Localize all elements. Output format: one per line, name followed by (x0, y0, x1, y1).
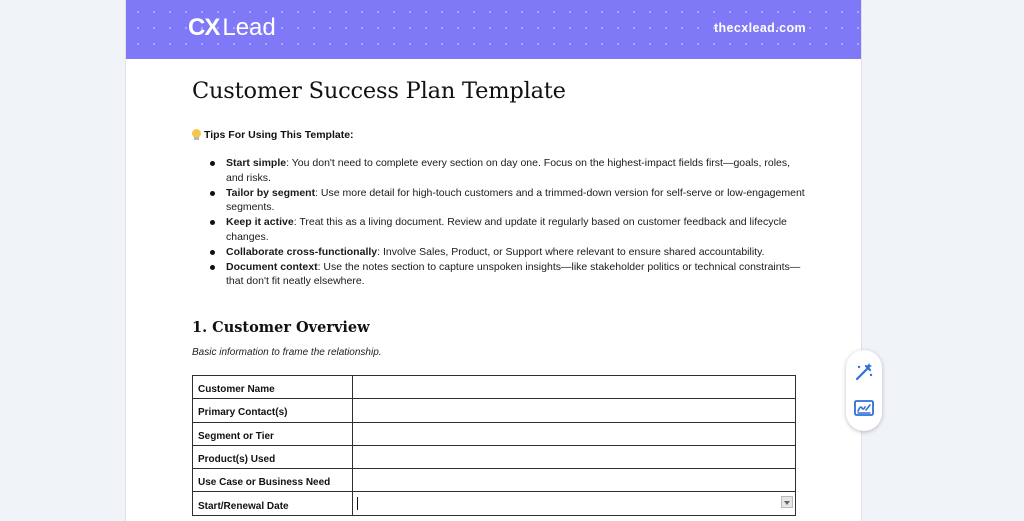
list-item (208, 260, 808, 290)
section-subtitle: Basic information to frame the relationship. (192, 347, 382, 358)
cx-lead-logo[interactable] (188, 14, 276, 42)
customer-name-field[interactable] (353, 376, 796, 399)
row-label: Use Case or Business Need (193, 469, 353, 492)
row-label: Start/Renewal Date (193, 492, 353, 515)
tips-list (208, 156, 808, 289)
tips-heading-label: Tips For Using This Template: (204, 129, 354, 141)
list-item (208, 245, 808, 260)
table-row (193, 469, 796, 492)
table-row (193, 376, 796, 399)
document-page (125, 0, 862, 521)
logo-word: Lead (222, 14, 276, 41)
tip-title: Keep it active (226, 216, 294, 229)
site-url-link[interactable]: thecxlead.com (713, 21, 806, 35)
header-banner (126, 0, 862, 59)
sign-icon (853, 397, 875, 419)
primary-contact-field[interactable] (353, 399, 796, 422)
row-label: Segment or Tier (193, 422, 353, 445)
products-used-field[interactable] (353, 445, 796, 468)
tip-text: : Use the notes section to capture unspoken insights—like stakeholder politics or technical constraints—that don't fit neatly elsewhere. (226, 260, 801, 288)
tip-text: : Use more detail for high-touch customers and a trimmed-down version for self-serve or low-engagement segments. (226, 186, 805, 214)
row-label: Primary Contact(s) (193, 399, 353, 422)
text-cursor (357, 497, 358, 510)
logo-mark: CX (188, 14, 220, 41)
tip-title: Document context (226, 260, 318, 273)
table-row (193, 422, 796, 445)
table-row (193, 399, 796, 422)
start-renewal-date-field[interactable] (353, 492, 796, 515)
table-row (193, 445, 796, 468)
list-item (208, 215, 808, 245)
sign-button[interactable] (852, 396, 876, 420)
tip-text: : Involve Sales, Product, or Support where relevant to ensure shared accountability. (377, 245, 765, 258)
magic-pen-icon (853, 361, 875, 383)
lightbulb-icon (192, 129, 201, 141)
customer-overview-table (192, 375, 796, 516)
use-case-field[interactable] (353, 469, 796, 492)
tip-title: Start simple (226, 157, 287, 169)
list-item (208, 156, 808, 186)
row-label: Customer Name (193, 376, 353, 399)
section-title: 1. Customer Overview (192, 319, 370, 336)
magic-pen-button[interactable] (852, 360, 876, 384)
tip-text: : Treat this as a living document. Review and update it regularly based on customer feedback and lifecycle changes. (226, 216, 787, 243)
list-item (208, 186, 808, 216)
floating-toolbar (846, 350, 882, 431)
row-label: Product(s) Used (193, 445, 353, 468)
segment-tier-field[interactable] (353, 422, 796, 445)
chevron-down-icon[interactable] (781, 496, 793, 508)
table-row (193, 492, 796, 515)
tip-text: : You don't need to complete every section on day one. Focus on the highest-impact fields first—goals, roles, and risks. (226, 157, 791, 184)
tips-heading (192, 129, 354, 141)
tip-title: Tailor by segment (226, 186, 316, 199)
page-title: Customer Success Plan Template (192, 78, 566, 104)
tip-title: Collaborate cross-functionally (226, 245, 378, 258)
